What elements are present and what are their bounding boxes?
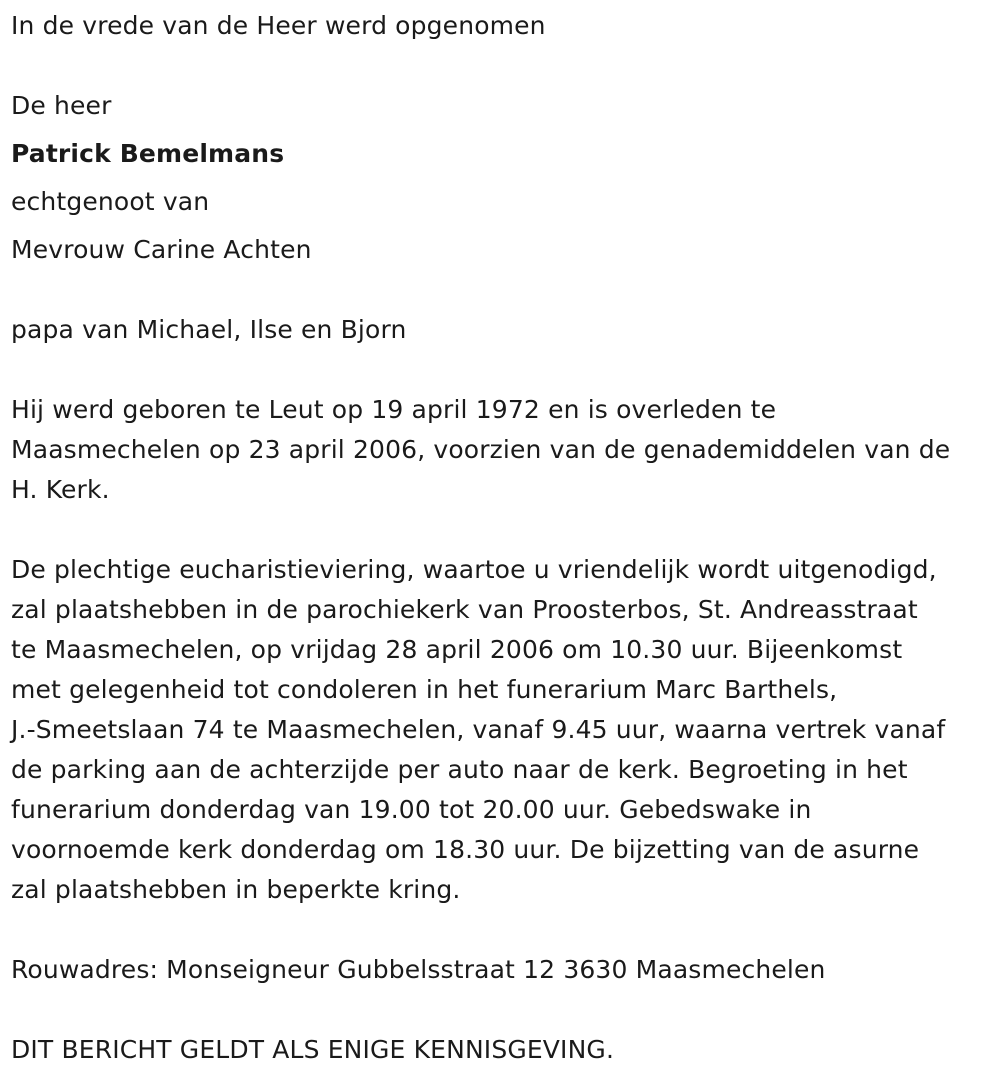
children-text: papa van Michael, Ilse en Bjorn: [11, 315, 407, 344]
birth-death-paragraph: [11, 390, 996, 510]
closing-statement: DIT BERICHT GELDT ALS ENIGE KENNISGEVING.: [11, 1035, 615, 1064]
paragraph-line: zal plaatshebben in de parochiekerk van Proosterbos, St. Andreasstraat: [11, 595, 918, 624]
paragraph-line: voornoemde kerk donderdag om 18.30 uur. De bijzetting van de asurne: [11, 835, 920, 864]
spouse-name: Mevrouw Carine Achten: [11, 235, 312, 264]
deceased-name: Patrick Bemelmans: [11, 139, 285, 168]
spouse-label: echtgenoot van: [11, 187, 210, 216]
paragraph-line: Hij werd geboren te Leut op 19 april 1972 en is overleden te: [11, 395, 777, 424]
paragraph-line: te Maasmechelen, op vrijdag 28 april 2006 om 10.30 uur. Bijeenkomst: [11, 635, 903, 664]
paragraph-line: De plechtige eucharistieviering, waartoe u vriendelijk wordt uitgenodigd,: [11, 555, 937, 584]
paragraph-line: de parking aan de achterzijde per auto naar de kerk. Begroeting in het: [11, 755, 908, 784]
paragraph-line: H. Kerk.: [11, 475, 110, 504]
salutation: De heer: [11, 91, 112, 120]
ceremony-paragraph: [11, 550, 996, 910]
mourning-address: Rouwadres: Monseigneur Gubbelsstraat 12 3630 Maasmechelen: [11, 955, 826, 984]
paragraph-line: funerarium donderdag van 19.00 tot 20.00 uur. Gebedswake in: [11, 795, 812, 824]
paragraph-line: Maasmechelen op 23 april 2006, voorzien van de genademiddelen van de: [11, 435, 951, 464]
intro-text: In de vrede van de Heer werd opgenomen: [11, 11, 546, 40]
paragraph-line: met gelegenheid tot condoleren in het funerarium Marc Barthels,: [11, 675, 838, 704]
paragraph-line: J.-Smeetslaan 74 te Maasmechelen, vanaf 9.45 uur, waarna vertrek vanaf: [11, 715, 946, 744]
paragraph-line: zal plaatshebben in beperkte kring.: [11, 875, 461, 904]
